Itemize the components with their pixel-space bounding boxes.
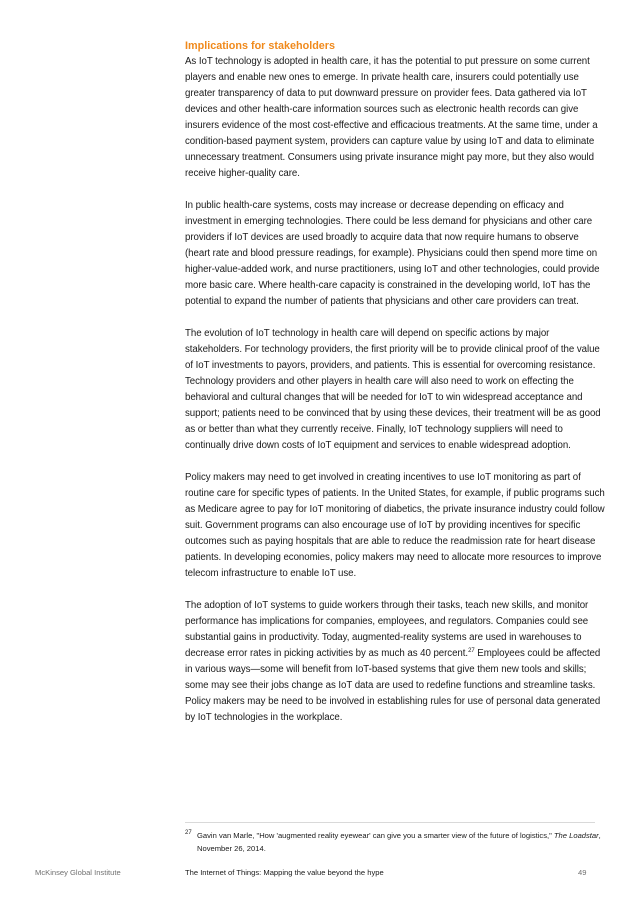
footnote <box>185 829 605 855</box>
footnote-publication: The Loadstar <box>553 831 599 840</box>
footnote-citation: Gavin van Marle, "How 'augmented reality eyewear' can give you a smarter view of the future of logistics," <box>197 831 554 840</box>
footer-report-title: The Internet of Things: Mapping the value beyond the hype <box>185 868 384 877</box>
footnote-text <box>197 829 605 855</box>
main-content <box>185 39 605 742</box>
footnote-divider <box>185 822 595 823</box>
paragraph-workforce-text-2: Employees could be affected in various ways—some will benefit from IoT-based systems that give them new tools and skills; some may see their jobs change as IoT data are used to redefine functions and streamline tasks. Policy makers may be need to be involved in establishing rules for use of personal data generated by IoT technologies in the workplace. <box>185 648 601 723</box>
footnote-number: 27 <box>185 830 192 836</box>
paragraph-workforce-text-1: The adoption of IoT systems to guide workers through their tasks, teach new skills, and monitor performance has implications for companies, employees, and regulators. Companies could see substantial gains in productivity. Today, augmented-reality systems are used in warehouses to decrease error rates in picking activities by as much as 40 percent. <box>185 600 589 659</box>
paragraph-technology-evolution: The evolution of IoT technology in health care will depend on specific actions by major stakeholders. For technology providers, the first priority will be to provide clinical proof of the value of IoT investments to payors, providers, and patients. This is essential for overcoming resistance. Technology providers and other players in health care will also need to work on effecting the behavioral and cultural changes that will be needed for IoT to win widespread acceptance and support; patients need to be convinced that by using these devices, their treatment will be as good as or better than what they currently receive. Finally, IoT technology suppliers will need to continually drive down costs of IoT equipment and services to enable widespread adoption. <box>185 328 601 451</box>
footnote-reference[interactable]: 27 <box>468 648 475 654</box>
section-heading: Implications for stakeholders <box>185 40 335 52</box>
paragraph-public-health-care: In public health-care systems, costs may increase or decrease depending on efficacy and investment in emerging technologies. There could be less demand for physicians and other care providers if IoT devices are used broadly to acquire data that now require humans to observe (heart rate and blood pressure readings, for example). Physicians could then spend more time on higher-value-added work, and nurse practitioners, using IoT and other technologies, could provide more basic care. Where health-care capacity is constrained in the developing world, IoT has the potential to expand the number of patients that physicians and other care providers can treat. <box>185 200 600 307</box>
paragraph-private-health-care: As IoT technology is adopted in health care, it has the potential to put pressure on some current players and enable new ones to emerge. In private health care, insurers could potentially use greater transparency of data to put downward pressure on provider fees. Data gathered via IoT devices and other health-care information sources such as electronic health records can give insurers evidence of the most cost-effective and efficacious treatments. At the same time, under a condition-based payment system, providers can capture value by using IoT and data to eliminate unnecessary treatment. Consumers using private insurance might pay more, but they also would receive higher-quality care. <box>185 56 598 179</box>
footnote-date: , November 26, 2014. <box>197 831 601 853</box>
footer-publisher: McKinsey Global Institute <box>35 868 121 877</box>
paragraph-workforce <box>185 598 605 726</box>
paragraph-policy-makers: Policy makers may need to get involved in creating incentives to use IoT monitoring as part of routine care for specific types of patients. In the United States, for example, if public programs such as Medicare agree to pay for IoT monitoring of diabetics, the private insurance industry could follow suit. Government programs can also encourage use of IoT by providing incentives for specific outcomes such as paying hospitals that are able to reduce the readmission rate for heart disease patients. In developing economies, policy makers may need to allocate more resources to improve telecom infrastructure to enable IoT use. <box>185 472 605 579</box>
page-number: 49 <box>578 868 587 877</box>
